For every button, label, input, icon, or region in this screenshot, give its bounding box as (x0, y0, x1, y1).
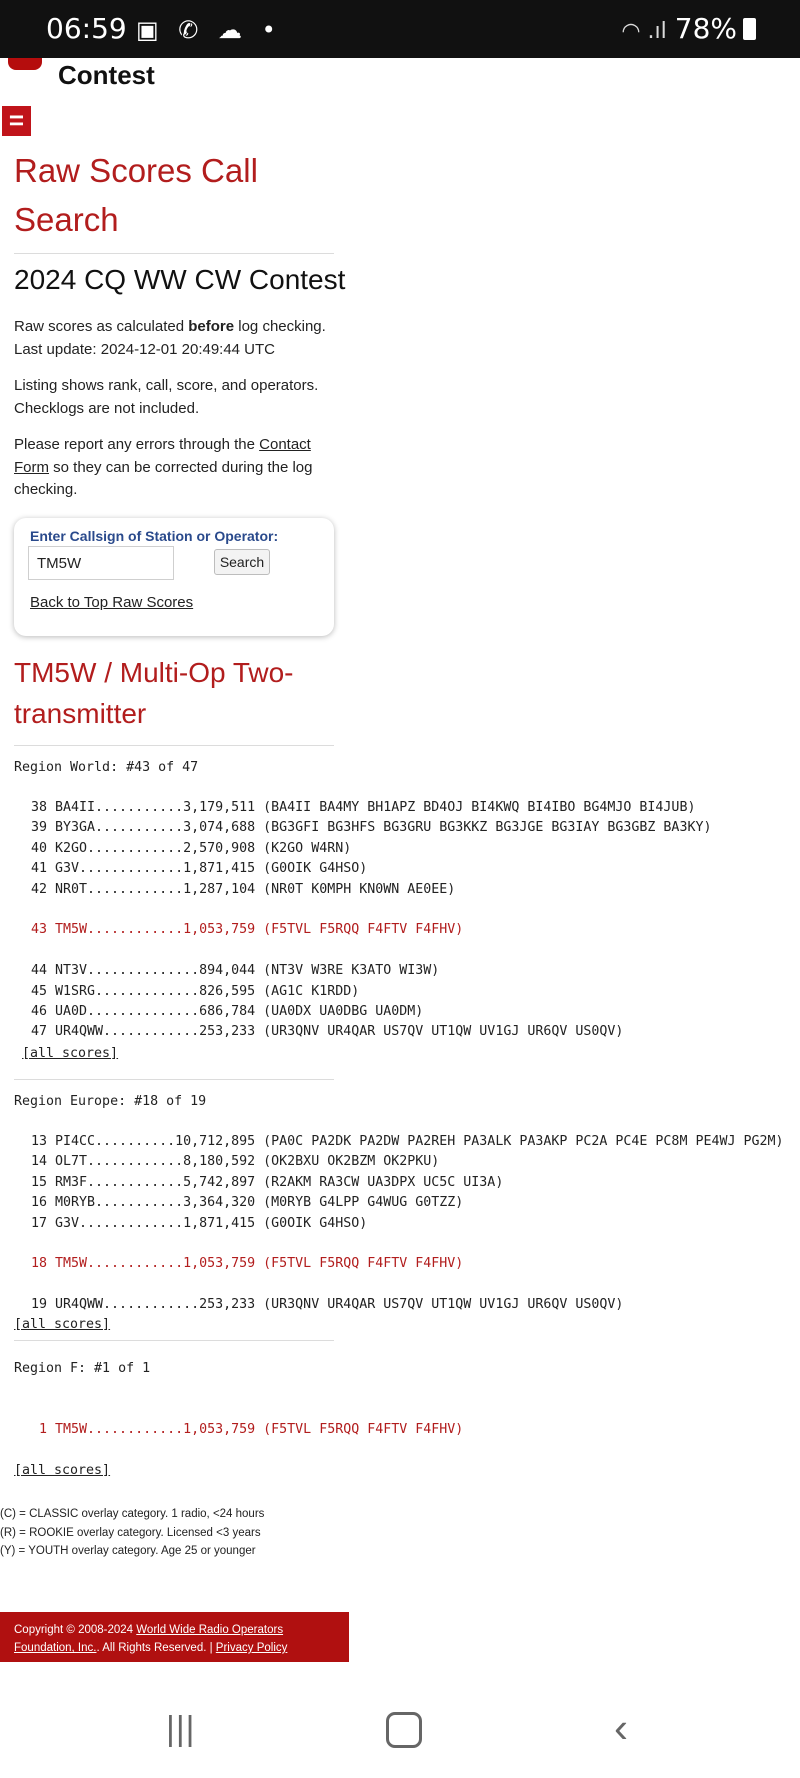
clock: 06:59 (46, 12, 127, 45)
page-title: Raw Scores Call Search (14, 152, 258, 238)
score-row: 42 NR0T............1,287,104 (NR0T K0MPH KN0WN AE0EE) (31, 881, 456, 897)
back-to-top-raw-scores-link[interactable]: Back to Top Raw Scores (30, 594, 194, 611)
privacy-policy-link[interactable]: Privacy Policy (215, 1642, 288, 1654)
score-row: 47 UR4QWW............253,233 (UR3QNV UR4QAR US7QV UT1QW UV1GJ UR6QV US0QV) (31, 1024, 624, 1040)
divider (14, 745, 334, 746)
contact-form-link[interactable]: Contact Form (14, 436, 311, 476)
score-row: 44 NT3V..............894,044 (NT3V W3RE K3ATO WI3W) (31, 963, 440, 979)
score-row-highlighted: 43 TM5W............1,053,759 (F5TVL F5RQQ F4FTV F4FHV) (31, 922, 464, 938)
score-row: 38 BA4II...........3,179,511 (BA4II BA4MY BH1APZ BD4OJ BI4KWQ BI4IBO BG4MJO BI4JUB) (31, 800, 696, 815)
score-row: 13 PI4CC..........10,712,895 (PA0C PA2DK PA2DW PA2REH PA3ALK PA3AKP PC2A PC4E PC8M PE4WJ PG2M) (31, 1134, 784, 1149)
score-row: 16 M0RYB...........3,364,320 (M0RYB G4LPP G4WUG G0TZZ) (31, 1195, 464, 1211)
divider (14, 1340, 334, 1341)
row-spacer (31, 941, 711, 961)
divider (14, 253, 334, 254)
all-scores-link-f[interactable]: [all scores] (14, 1463, 111, 1478)
score-row: 17 G3V.............1,871,415 (G0OIK G4HSO) (31, 1215, 368, 1231)
legend-rookie: (R) = ROOKIE overlay category. Licensed <3 years (0, 1526, 261, 1539)
back-icon[interactable]: ‹ (614, 1704, 628, 1751)
emphasis-before: before (188, 318, 235, 335)
status-right (621, 12, 756, 45)
recent-apps-icon[interactable]: ||| (166, 1710, 196, 1748)
footer (0, 1612, 349, 1662)
score-row: 15 RM3F............5,742,897 (R2AKM RA3CW UA3DPX UC5C UI3A) (31, 1174, 504, 1190)
footer-copyright: Copyright © 2008-2024 World Wide Radio Operators Foundation, Inc.. All Rights Reserved. | Privacy Policy (14, 1624, 288, 1654)
row-spacer (31, 900, 711, 920)
search-button[interactable]: Search (214, 549, 270, 575)
listing-note: Listing shows rank, call, score, and operators. Checklogs are not included. (14, 377, 319, 417)
score-row: 40 K2GO............2,570,908 (K2GO W4RN) (31, 840, 352, 856)
score-row: 14 OL7T............8,180,592 (OK2BXU OK2BZM OK2PKU) (31, 1154, 440, 1170)
wifi-signal-icon: ◠ .ıl (621, 19, 667, 44)
row-spacer (31, 1275, 784, 1295)
region-europe-heading: Region Europe: #18 of 19 (14, 1094, 207, 1109)
menu-button[interactable]: = (2, 106, 31, 136)
callsign-search-card (14, 518, 334, 636)
score-row: 39 BY3GA...........3,074,688 (BG3GFI BG3HFS BG3GRU BG3KKZ BG3JGE BG3IAY BG3GBZ BA3KY) (31, 820, 712, 836)
site-title[interactable]: Contest (58, 60, 155, 90)
score-row-highlighted: 1 TM5W............1,053,759 (F5TVL F5RQQ F4FTV F4FHV) (31, 1422, 464, 1437)
last-update: Last update: 2024-12-01 20:49:44 UTC (14, 340, 276, 358)
row-spacer (31, 1234, 784, 1254)
callsign-input[interactable] (28, 546, 174, 580)
report-errors-text: Please report any errors through the Contact Form so they can be corrected during the log checking. (14, 436, 313, 498)
notification-icons: ▣ ✆ ☁ • (136, 16, 282, 44)
wwrof-link[interactable]: World Wide Radio Operators Foundation, Inc. (14, 1624, 284, 1654)
score-row: 19 UR4QWW............253,233 (UR3QNV UR4QAR US7QV UT1QW UV1GJ UR6QV US0QV) (31, 1297, 624, 1313)
battery-icon (743, 18, 756, 40)
home-icon[interactable] (386, 1712, 422, 1748)
overlay-legend (0, 1505, 264, 1561)
score-row: 45 W1SRG.............826,595 (AG1C K1RDD) (31, 983, 360, 999)
status-bar (0, 0, 800, 58)
all-scores-link-europe[interactable]: [all scores] (14, 1317, 111, 1332)
region-f-heading: Region F: #1 of 1 (14, 1361, 151, 1376)
legend-classic: (C) = CLASSIC overlay category. 1 radio, <24 hours (0, 1508, 265, 1520)
region-europe-list (31, 1132, 784, 1316)
region-f-list (31, 1420, 463, 1440)
battery-level: 78% (674, 12, 737, 45)
all-scores-link-world[interactable]: [all scores] (22, 1046, 119, 1061)
navigation-bar (0, 1690, 800, 1778)
score-row: 41 G3V.............1,871,415 (G0OIK G4HSO) (31, 861, 368, 877)
station-title: TM5W / Multi-Op Two-transmitter (14, 657, 294, 729)
legend-youth: (Y) = YOUTH overlay category. Age 25 or younger (0, 1545, 256, 1557)
region-world-heading: Region World: #43 of 47 (14, 760, 199, 775)
divider (14, 1079, 334, 1080)
score-row-highlighted: 18 TM5W............1,053,759 (F5TVL F5RQQ F4FTV F4FHV) (31, 1256, 464, 1272)
intro-text: Raw scores as calculated before log checking. Last update: 2024-12-01 20:49:44 UTC (14, 318, 326, 358)
callsign-search-label: Enter Callsign of Station or Operator: (30, 528, 279, 544)
region-world-list (31, 798, 711, 1043)
score-row: 46 UA0D..............686,784 (UA0DX UA0DBG UA0DM) (31, 1003, 424, 1019)
contest-name: 2024 CQ WW CW Contest (14, 264, 346, 295)
site-logo[interactable] (8, 58, 42, 70)
